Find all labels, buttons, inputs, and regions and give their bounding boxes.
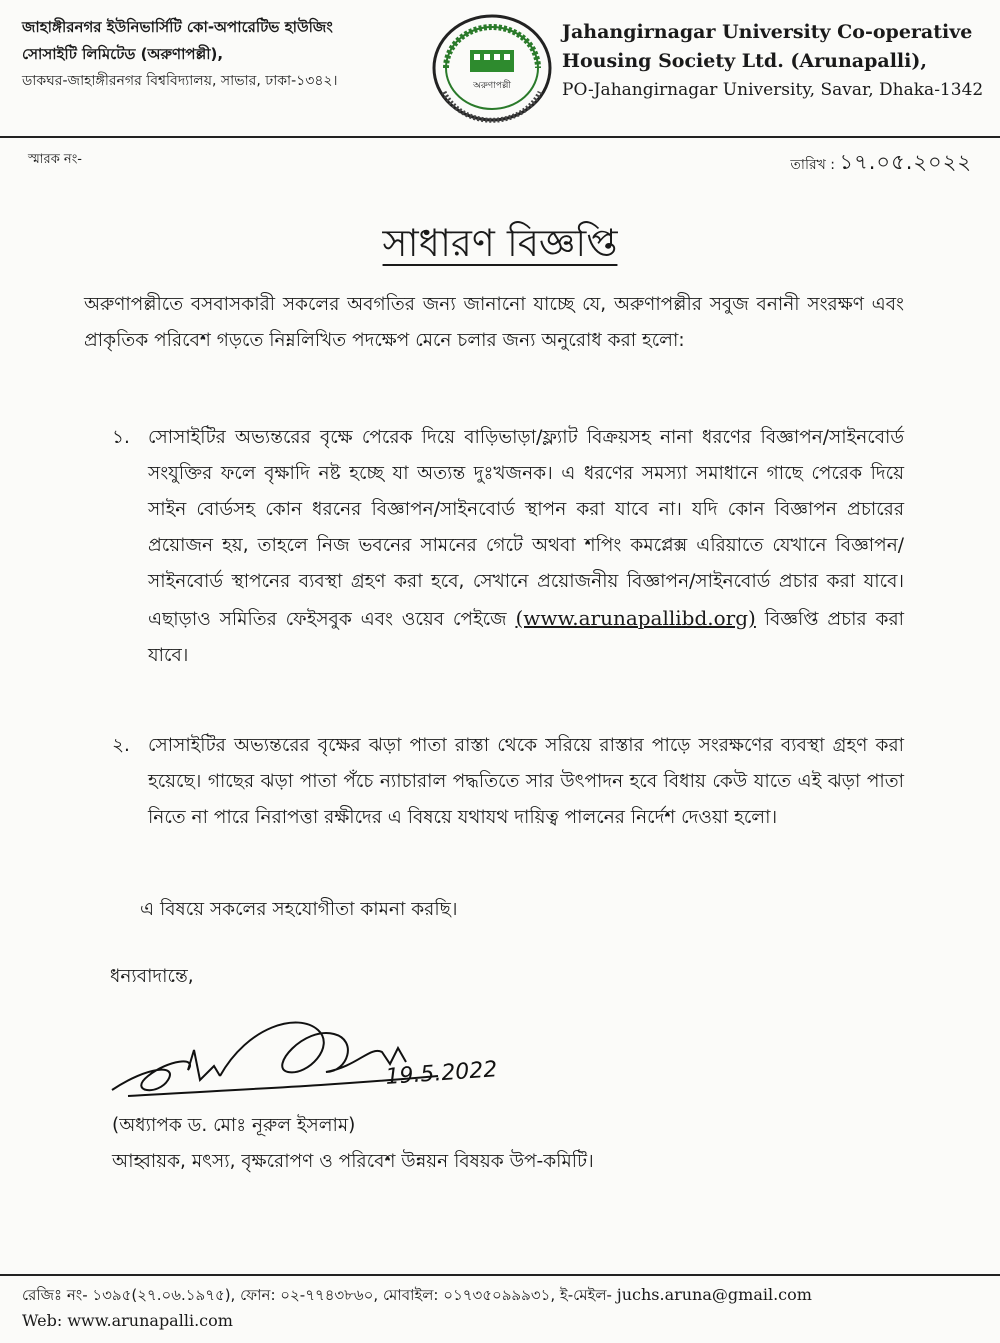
society-logo-seal [430, 12, 554, 124]
footer-divider [0, 1274, 1000, 1276]
society-name-bn-line2: সোসাইটি লিমিটেড (অরুণাপল্লী), [22, 45, 224, 63]
date-value: ১৭.০৫.২০২২ [839, 150, 972, 174]
thanks-line: ধন্যবাদান্তে, [110, 966, 194, 987]
header-english [562, 18, 992, 105]
header-divider [0, 136, 1000, 138]
item-number: ১. [112, 427, 130, 448]
handwritten-signature [108, 1006, 568, 1106]
society-name-bn-line1: জাহাঙ্গীরনগর ইউনিভার্সিটি কো-অপারেটিভ হাউজিং [22, 18, 333, 36]
society-address-bn: ডাকঘর-জাহাঙ্গীরনগর বিশ্ববিদ্যালয়, সাভার, ঢাকা-১৩৪২। [22, 73, 338, 89]
item-text: সোসাইটির অভ্যন্তরের বৃক্ষের ঝড়া পাতা রাস্তা থেকে সরিয়ে রাস্তার পাড়ে সংরক্ষণের ব্যবস্থা গ্রহণ করা হয়েছে। গাছের ঝড়া পাতা পঁচে ন্যাচারাল পদ্ধতিতে সার উৎপাদন হবে বিধায় কেউ যাতে এই ঝড়া পাতা নিতে না পারে নিরাপত্তা রক্ষীদের এ বিষয়ে যথাযথ দায়িত্ব পালনের নির্দেশ দেওয়া হলো। [148, 735, 905, 828]
society-address-en: PO-Jahangirnagar University, Savar, Dhaka-1342 [562, 80, 984, 100]
signer-designation: আহ্বায়ক, মৎস্য, বৃক্ষরোপণ ও পরিবেশ উন্নয়ন বিষয়ক উপ-কমিটি। [112, 1151, 594, 1172]
society-name-en-line2: Housing Society Ltd. (Arunapalli), [562, 50, 927, 72]
item-number: ২. [112, 735, 130, 756]
footer-web[interactable]: Web: www.arunapalli.com [22, 1311, 233, 1330]
notice-title: সাধারণ বিজ্ঞপ্তি [382, 221, 618, 265]
website-link[interactable]: (www.arunapallibd.org) [515, 606, 756, 630]
date-field [790, 146, 972, 181]
closing-line: এ বিষয়ে সকলের সহযোগীতা কামনা করছি। [140, 899, 458, 920]
list-item [112, 420, 904, 674]
signature-date: 19.5.2022 [384, 1057, 499, 1090]
footer [22, 1282, 812, 1334]
date-label: তারিখ : [790, 157, 836, 173]
signer-block [112, 1108, 594, 1180]
footer-email[interactable]: juchs.aruna@gmail.com [616, 1285, 812, 1304]
society-name-en-line1: Jahangirnagar University Co-operative [562, 21, 973, 43]
list-item [112, 728, 904, 836]
memo-number-label: স্মারক নং- [28, 152, 82, 167]
signer-name: (অধ্যাপক ড. মোঃ নূরুল ইসলাম) [112, 1115, 356, 1136]
footer-contact-bn: রেজিঃ নং- ১৩৯৫(২৭.০৬.১৯৭৫), ফোন: ০২-৭৭৪৩৮৬০, মোবাইল: ০১৭৩৫০৯৯৯৩১, ই-মেইল- [22, 1286, 612, 1304]
logo-text: অরুণাপল্লী [473, 81, 511, 91]
header-bengali [22, 14, 422, 95]
intro-paragraph: অরুণাপল্লীতে বসবাসকারী সকলের অবগতির জন্য জানানো যাচ্ছে যে, অরুণাপল্লীর সবুজ বনানী সংরক্ষণ এবং প্রাকৃতিক পরিবেশ গড়তে নিম্নলিখিত পদক্ষেপ মেনে চলার জন্য অনুরোধ করা হলো: [84, 294, 904, 351]
item-text: সোসাইটির অভ্যন্তরের বৃক্ষে পেরেক দিয়ে বাড়িভাড়া/ফ্ল্যাট বিক্রয়সহ নানা ধরণের বিজ্ঞাপন/সাইনবোর্ড সংযুক্তির ফলে বৃক্ষাদি নষ্ট হচ্ছে যা অত্যন্ত দুঃখজনক। এ ধরণের সমস্যা সমাধানে গাছে পেরেক দিয়ে সাইন বোর্ডসহ কোন ধরনের বিজ্ঞাপন/সাইনবোর্ড স্থাপন করা যাবে না। যদি কোন বিজ্ঞাপন প্রচারের প্রয়োজন হয়, তাহলে নিজ ভবনের সামনের গেটে অথবা শপিং কমপ্লেক্স এরিয়াতে যেখানে বিজ্ঞাপন/সাইনবোর্ড স্থাপনের ব্যবস্থা গ্রহণ করা হবে, সেখানে প্রয়োজনীয় বিজ্ঞাপন/সাইনবোর্ড প্রচার করা যাবে। এছাড়াও সমিতির ফেইসবুক এবং ওয়েব পেইজে (www.arunapallibd.org) বিজ্ঞপ্তি প্রচার করা যাবে। [148, 427, 905, 666]
